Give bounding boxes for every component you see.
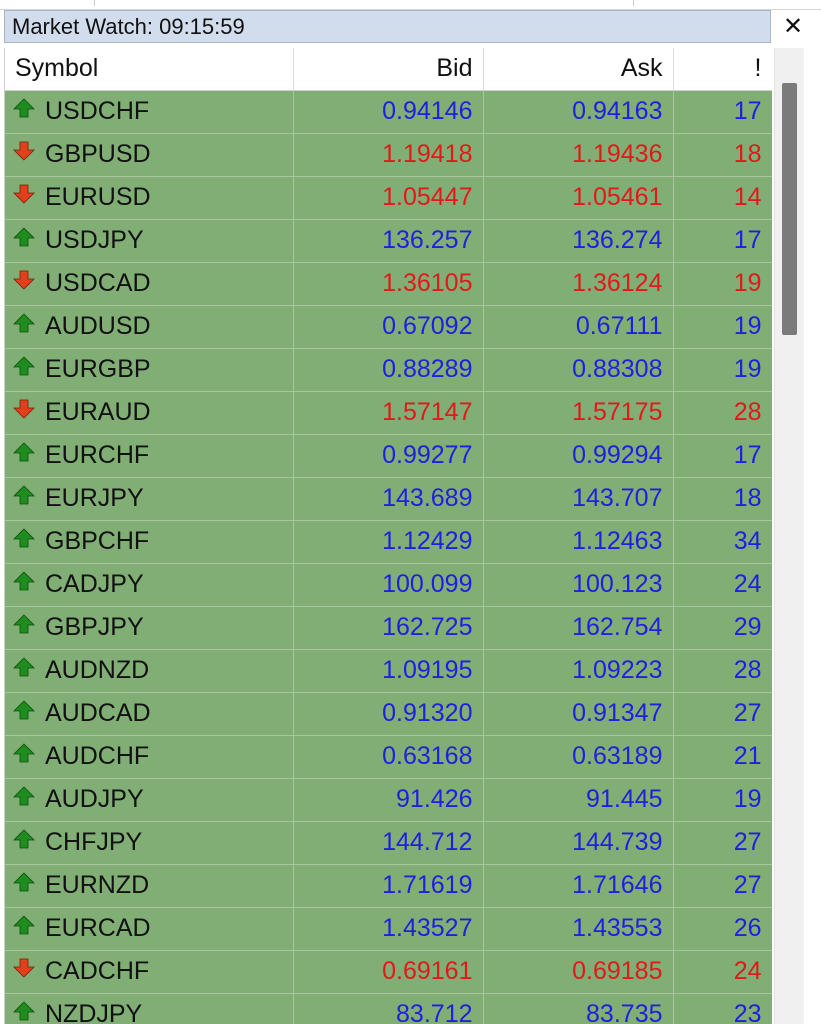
arrow-up-icon — [13, 613, 45, 642]
symbol-cell — [5, 176, 293, 219]
bid-cell: 1.36105 — [293, 262, 483, 305]
spread-cell: 23 — [673, 993, 772, 1024]
arrow-up-icon — [13, 742, 45, 771]
symbol-name: EURGBP — [45, 355, 151, 383]
arrow-up-icon — [13, 226, 45, 255]
symbol-name: CHFJPY — [45, 828, 143, 856]
symbol-cell — [5, 219, 293, 262]
table-row[interactable] — [5, 950, 772, 993]
symbol-cell — [5, 477, 293, 520]
ask-cell: 1.57175 — [483, 391, 673, 434]
arrow-up-icon — [13, 355, 45, 384]
symbol-cell — [5, 950, 293, 993]
bid-cell: 91.426 — [293, 778, 483, 821]
table-row[interactable] — [5, 520, 772, 563]
ask-cell: 0.99294 — [483, 434, 673, 477]
spread-cell: 28 — [673, 391, 772, 434]
ask-cell: 91.445 — [483, 778, 673, 821]
ask-cell: 1.36124 — [483, 262, 673, 305]
column-header-spread[interactable]: ! — [673, 48, 772, 90]
symbol-name: GBPUSD — [45, 140, 151, 168]
arrow-up-icon — [13, 527, 45, 556]
symbol-name: AUDCHF — [45, 742, 150, 770]
table-row[interactable] — [5, 434, 772, 477]
table-row[interactable] — [5, 907, 772, 950]
ask-cell: 0.67111 — [483, 305, 673, 348]
symbol-name: EURCAD — [45, 914, 151, 942]
ask-cell: 0.63189 — [483, 735, 673, 778]
bid-cell: 83.712 — [293, 993, 483, 1024]
bid-cell: 1.12429 — [293, 520, 483, 563]
bid-cell: 1.43527 — [293, 907, 483, 950]
table-row[interactable] — [5, 735, 772, 778]
symbol-cell — [5, 520, 293, 563]
symbol-name: USDJPY — [45, 226, 144, 254]
symbol-name: USDCAD — [45, 269, 151, 297]
ask-cell: 1.43553 — [483, 907, 673, 950]
spread-cell: 19 — [673, 778, 772, 821]
market-watch-titlebar[interactable] — [4, 10, 771, 43]
column-header-ask[interactable]: Ask — [483, 48, 673, 90]
arrow-up-icon — [13, 1000, 45, 1024]
spread-cell: 17 — [673, 219, 772, 262]
symbol-name: EURNZD — [45, 871, 150, 899]
symbol-cell — [5, 821, 293, 864]
table-header-row — [5, 48, 772, 90]
ask-cell: 0.88308 — [483, 348, 673, 391]
symbol-name: EURJPY — [45, 484, 144, 512]
ask-cell: 0.94163 — [483, 90, 673, 133]
bid-cell: 144.712 — [293, 821, 483, 864]
ask-cell: 100.123 — [483, 563, 673, 606]
symbol-cell — [5, 692, 293, 735]
arrow-up-icon — [13, 914, 45, 943]
table-row[interactable] — [5, 176, 772, 219]
symbol-cell — [5, 90, 293, 133]
symbol-name: GBPJPY — [45, 613, 144, 641]
spread-cell: 24 — [673, 950, 772, 993]
scrollbar-thumb[interactable] — [782, 83, 797, 335]
arrow-up-icon — [13, 699, 45, 728]
table-body — [5, 90, 772, 1024]
arrow-down-icon — [13, 398, 45, 427]
symbol-name: AUDCAD — [45, 699, 151, 727]
arrow-up-icon — [13, 570, 45, 599]
ask-cell: 83.735 — [483, 993, 673, 1024]
spread-cell: 17 — [673, 434, 772, 477]
symbol-name: GBPCHF — [45, 527, 150, 555]
symbol-cell — [5, 735, 293, 778]
ask-cell: 143.707 — [483, 477, 673, 520]
spread-cell: 28 — [673, 649, 772, 692]
top-strip-tick — [94, 0, 95, 6]
arrow-up-icon — [13, 97, 45, 126]
arrow-up-icon — [13, 312, 45, 341]
spread-cell: 17 — [673, 90, 772, 133]
symbol-cell — [5, 133, 293, 176]
spread-cell: 19 — [673, 305, 772, 348]
column-header-bid[interactable]: Bid — [293, 48, 483, 90]
symbol-name: EURAUD — [45, 398, 151, 426]
symbol-cell — [5, 563, 293, 606]
table-row[interactable] — [5, 219, 772, 262]
table-row[interactable] — [5, 133, 772, 176]
ask-cell: 0.91347 — [483, 692, 673, 735]
window-title: Market Watch: 09:15:59 — [12, 14, 245, 39]
spread-cell: 27 — [673, 692, 772, 735]
symbol-name: CADJPY — [45, 570, 144, 598]
symbol-name: EURCHF — [45, 441, 150, 469]
bid-cell: 1.71619 — [293, 864, 483, 907]
symbol-name: AUDUSD — [45, 312, 151, 340]
bid-cell: 0.99277 — [293, 434, 483, 477]
top-strip — [0, 0, 821, 10]
symbol-cell — [5, 606, 293, 649]
arrow-down-icon — [13, 183, 45, 212]
bid-cell: 162.725 — [293, 606, 483, 649]
ask-cell: 136.274 — [483, 219, 673, 262]
table-row[interactable] — [5, 821, 772, 864]
table-row[interactable] — [5, 563, 772, 606]
spread-cell: 27 — [673, 821, 772, 864]
spread-cell: 26 — [673, 907, 772, 950]
symbol-name: AUDJPY — [45, 785, 144, 813]
table-row[interactable] — [5, 864, 772, 907]
market-watch-table[interactable] — [4, 48, 772, 1024]
table-row[interactable] — [5, 90, 772, 133]
bid-cell: 0.67092 — [293, 305, 483, 348]
bid-cell: 136.257 — [293, 219, 483, 262]
symbol-cell — [5, 348, 293, 391]
bid-cell: 0.91320 — [293, 692, 483, 735]
table-row[interactable] — [5, 606, 772, 649]
symbol-name: EURUSD — [45, 183, 151, 211]
symbol-cell — [5, 391, 293, 434]
table-row[interactable] — [5, 993, 772, 1024]
table-row[interactable] — [5, 348, 772, 391]
ask-cell: 1.19436 — [483, 133, 673, 176]
spread-cell: 27 — [673, 864, 772, 907]
arrow-up-icon — [13, 441, 45, 470]
spread-cell: 18 — [673, 133, 772, 176]
arrow-up-icon — [13, 828, 45, 857]
bid-cell: 143.689 — [293, 477, 483, 520]
symbol-cell — [5, 649, 293, 692]
symbol-cell — [5, 778, 293, 821]
bid-cell: 1.19418 — [293, 133, 483, 176]
symbol-name: CADCHF — [45, 957, 150, 985]
bid-cell: 0.63168 — [293, 735, 483, 778]
bid-cell: 0.88289 — [293, 348, 483, 391]
symbol-cell — [5, 993, 293, 1024]
ask-cell: 1.09223 — [483, 649, 673, 692]
table-row[interactable] — [5, 649, 772, 692]
arrow-up-icon — [13, 484, 45, 513]
close-icon[interactable]: ✕ — [782, 13, 804, 40]
arrow-down-icon — [13, 140, 45, 169]
table-row[interactable] — [5, 778, 772, 821]
arrow-up-icon — [13, 785, 45, 814]
spread-cell: 34 — [673, 520, 772, 563]
ask-cell: 1.05461 — [483, 176, 673, 219]
symbol-cell — [5, 907, 293, 950]
spread-cell: 24 — [673, 563, 772, 606]
bid-cell: 100.099 — [293, 563, 483, 606]
ask-cell: 0.69185 — [483, 950, 673, 993]
arrow-down-icon — [13, 269, 45, 298]
symbol-name: USDCHF — [45, 97, 150, 125]
symbol-name: NZDJPY — [45, 1000, 143, 1024]
table-row[interactable] — [5, 477, 772, 520]
arrow-down-icon — [13, 957, 45, 986]
bid-cell: 1.09195 — [293, 649, 483, 692]
ask-cell: 144.739 — [483, 821, 673, 864]
spread-cell: 14 — [673, 176, 772, 219]
symbol-name: AUDNZD — [45, 656, 150, 684]
spread-cell: 29 — [673, 606, 772, 649]
vertical-scrollbar[interactable] — [774, 48, 804, 1024]
column-header-symbol[interactable]: Symbol — [5, 48, 293, 90]
bid-cell: 1.05447 — [293, 176, 483, 219]
spread-cell: 19 — [673, 262, 772, 305]
bid-cell: 0.69161 — [293, 950, 483, 993]
bid-cell: 0.94146 — [293, 90, 483, 133]
symbol-cell — [5, 434, 293, 477]
bid-cell: 1.57147 — [293, 391, 483, 434]
table-row[interactable] — [5, 391, 772, 434]
symbol-cell — [5, 305, 293, 348]
symbol-cell — [5, 262, 293, 305]
table-row[interactable] — [5, 692, 772, 735]
symbol-cell — [5, 864, 293, 907]
arrow-up-icon — [13, 871, 45, 900]
spread-cell: 18 — [673, 477, 772, 520]
top-strip-tick — [633, 0, 634, 6]
ask-cell: 162.754 — [483, 606, 673, 649]
table-row[interactable] — [5, 305, 772, 348]
table-row[interactable] — [5, 262, 772, 305]
spread-cell: 19 — [673, 348, 772, 391]
arrow-up-icon — [13, 656, 45, 685]
ask-cell: 1.12463 — [483, 520, 673, 563]
ask-cell: 1.71646 — [483, 864, 673, 907]
spread-cell: 21 — [673, 735, 772, 778]
